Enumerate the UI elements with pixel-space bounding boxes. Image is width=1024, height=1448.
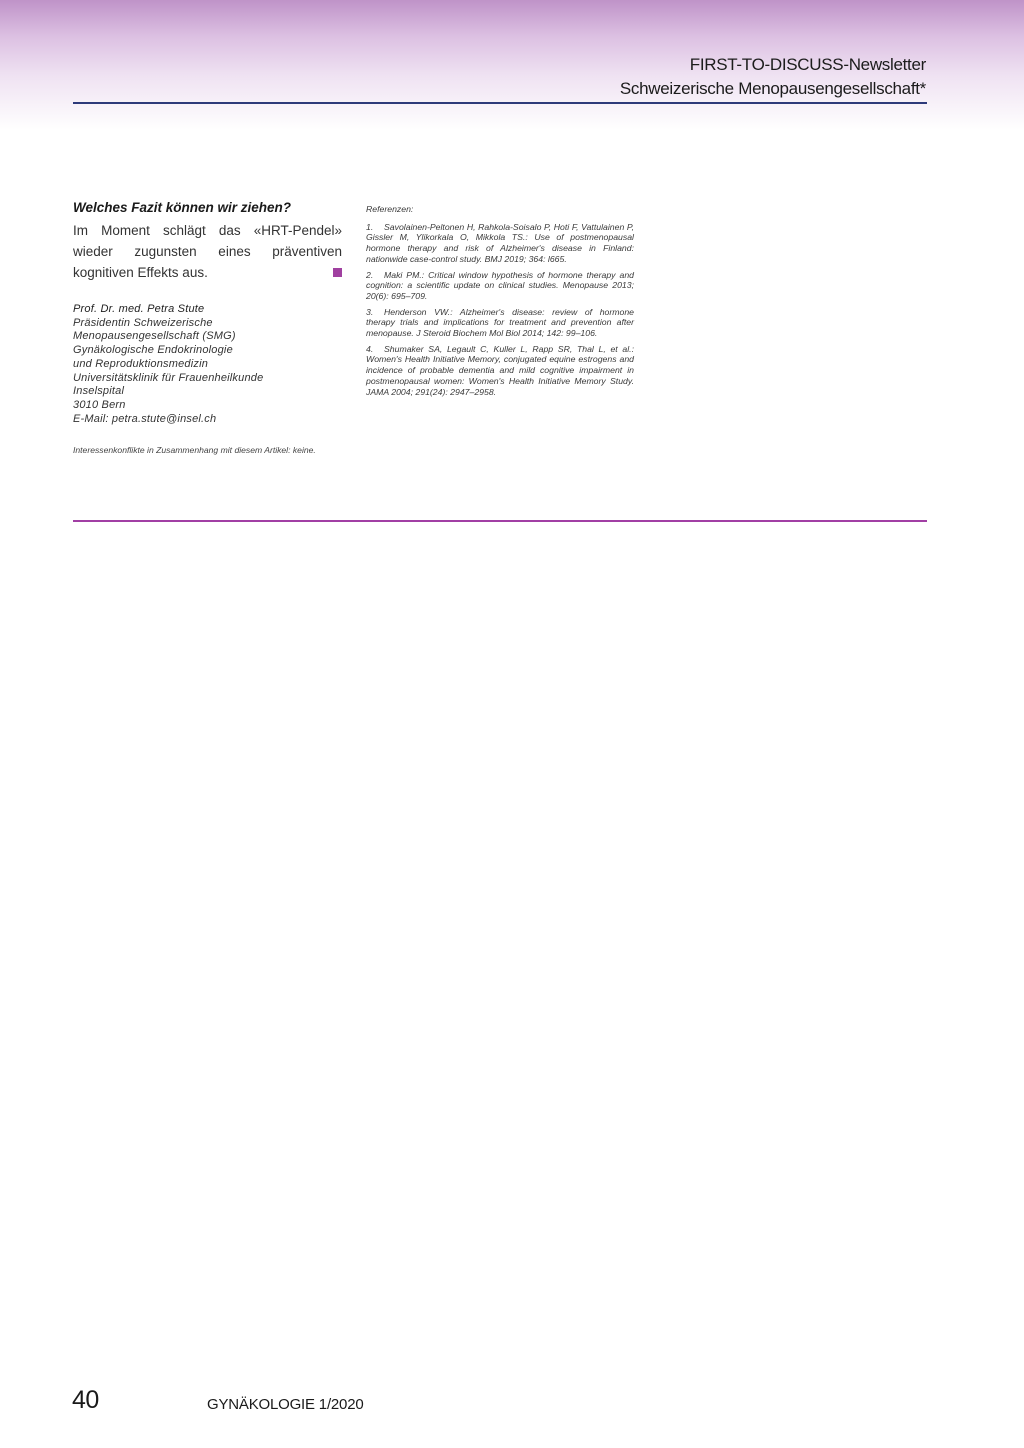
references-heading: Referenzen: <box>366 204 414 214</box>
author-affiliation-line: und Reproduktionsmedizin <box>73 357 209 370</box>
newsletter-title: FIRST-TO-DISCUSS-Newsletter <box>689 55 926 74</box>
author-affiliation-line: 3010 Bern <box>73 398 126 411</box>
reference-item <box>366 344 634 398</box>
author-email[interactable]: E-Mail: petra.stute@insel.ch <box>73 412 217 425</box>
reference-number: 3. <box>366 306 374 317</box>
reference-item <box>366 222 634 265</box>
author-block <box>73 303 342 426</box>
reference-number: 1. <box>366 221 374 232</box>
conflict-of-interest-note: Interessenkonflikte in Zusammenhang mit diesem Artikel: keine. <box>73 445 316 456</box>
reference-item <box>366 270 634 302</box>
author-affiliation-line: Menopausengesellschaft (SMG) <box>73 330 236 343</box>
reference-text: Savolainen-Peltonen H, Rahkola-Soisalo P, Hoti F, Vattulainen P, Gissler M, Ylikorkala O, Mikkola TS.: Use of postmenopausal hormone therapy and risk of Alzheimer's disease in Finland: nationwide case-control study. BMJ 2019; 364: l665. <box>366 221 634 264</box>
end-of-article-marker <box>333 268 342 277</box>
page-number: 40 <box>72 1386 99 1414</box>
content-end-divider <box>73 520 927 522</box>
journal-issue: GYNÄKOLOGIE 1/2020 <box>207 1396 364 1413</box>
reference-number: 4. <box>366 343 374 354</box>
reference-text: Henderson VW.: Alzheimer's disease: review of hormone therapy trials and implications for treatment and prevention after menopause. J Steroid Biochem Mol Biol 2014; 142: 99–106. <box>366 306 634 339</box>
reference-number: 2. <box>366 269 374 280</box>
reference-text: Shumaker SA, Legault C, Kuller L, Rapp SR, Thal L, et al.: Women's Health Initiative Memory, conjugated equine estrogens and incidence of probable dementia and mild cognitive impairment in postmenopausal women: Women's Health Initiative Memory Study. JAMA 2004; 291(24): 2947–2958. <box>366 343 634 397</box>
author-name: Prof. Dr. med. Petra Stute <box>73 303 205 315</box>
author-affiliation-line: Gynäkologische Endokrinologie <box>73 344 233 357</box>
reference-item <box>366 307 634 339</box>
conclusion-paragraph <box>73 220 342 283</box>
author-affiliation-line: Universitätsklinik für Frauenheilkunde <box>73 371 264 384</box>
reference-text: Maki PM.: Critical window hypothesis of hormone therapy and cognition: a scientific update on clinical studies. Menopause 2013; 20(6): 695–709. <box>366 269 634 301</box>
author-affiliation-line: Inselspital <box>73 385 125 398</box>
author-affiliation-line: Präsidentin Schweizerische <box>73 316 213 329</box>
society-name: Schweizerische Menopausengesellschaft* <box>619 79 926 98</box>
section-heading: Welches Fazit können wir ziehen? <box>73 200 292 215</box>
conclusion-text: Im Moment schlägt das «HRT-Pendel» wieder zugunsten eines präventiven kognitiven Effekts aus. <box>73 223 342 280</box>
article-column <box>73 199 342 456</box>
header-divider <box>73 102 927 104</box>
references-column <box>366 204 634 402</box>
